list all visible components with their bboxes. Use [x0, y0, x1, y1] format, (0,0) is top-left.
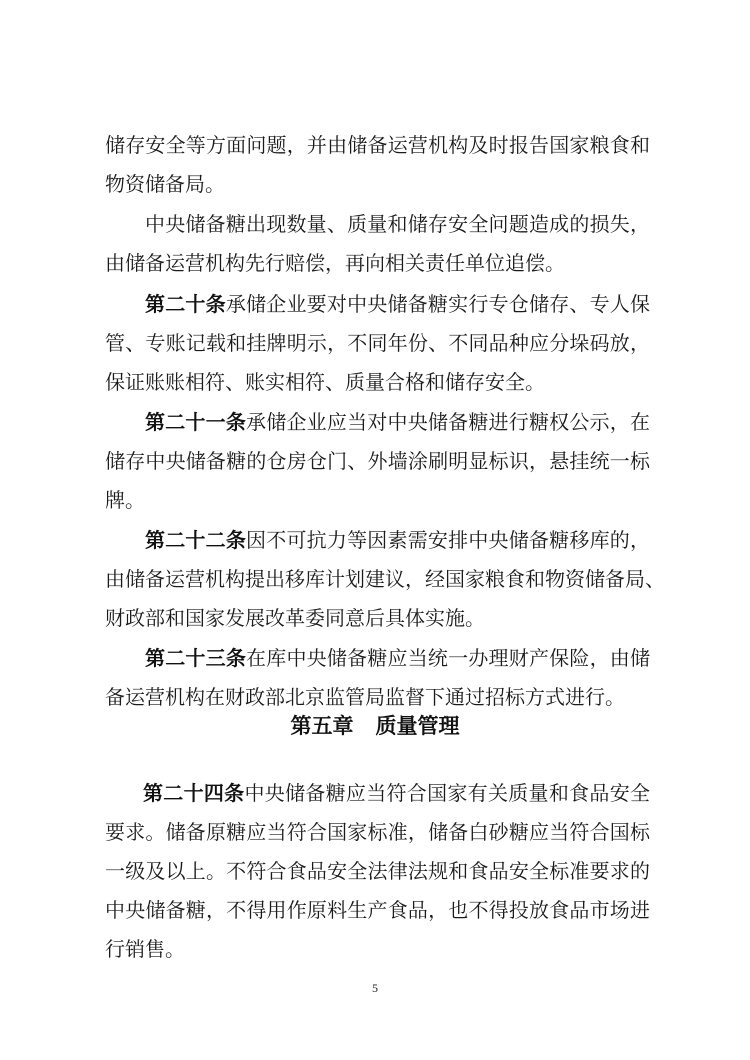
- article-number: 第二十三条: [145, 646, 247, 670]
- line-text: 中央储备糖，不得用作原料生产食品，也不得投放食品市场进: [105, 898, 650, 922]
- line-text: 中央储备糖应当符合国家有关质量和食品安全: [244, 781, 651, 805]
- body-text-line: [105, 929, 650, 969]
- line-text: 牌。: [105, 488, 145, 512]
- body-text-line: [105, 559, 665, 599]
- line-text: 保证账账相符、账实相符、质量合格和储存安全。: [105, 370, 545, 394]
- body-text-line: [105, 598, 650, 638]
- line-text: 由储备运营机构提出移库计划建议，经国家粮食和物资储备局、: [105, 567, 665, 591]
- body-text-line: [105, 164, 650, 204]
- body-text-line: [105, 480, 650, 520]
- article-21-first-line: [145, 402, 650, 442]
- article-number: 第二十一条: [145, 410, 247, 434]
- page-number: 5: [372, 981, 378, 995]
- article-number: 第二十二条: [145, 528, 247, 552]
- line-text: 管、专账记载和挂牌明示，不同年份、不同品种应分垛码放，: [105, 331, 650, 355]
- body-text-line: [105, 812, 650, 852]
- line-text: 承储企业应当对中央储备糖进行糖权公示，在: [246, 410, 651, 434]
- article-24-first-line: [143, 773, 650, 813]
- line-text: 储存安全等方面问题，并由储备运营机构及时报告国家粮食和: [105, 133, 650, 157]
- article-number: 第二十四条: [143, 781, 245, 805]
- body-text-line: [105, 125, 650, 165]
- line-text: 一级及以上。不符合食品安全法律法规和食品安全标准要求的: [105, 859, 650, 883]
- line-text: 储存中央储备糖的仓房仓门、外墙涂刷明显标识，悬挂统一标: [105, 449, 650, 473]
- body-text-line: [105, 362, 650, 402]
- article-22-first-line: [145, 520, 650, 560]
- body-text-line: [105, 243, 650, 283]
- chapter-heading: 第五章 质量管理: [290, 714, 460, 738]
- line-text: 要求。储备原糖应当符合国家标准，储备白砂糖应当符合国标: [105, 820, 650, 844]
- body-text-line: [105, 851, 650, 891]
- line-text: 物资储备局。: [105, 172, 225, 196]
- body-text-line: [105, 441, 650, 481]
- paragraph-first-line: [145, 204, 650, 244]
- line-text: 承储企业要对中央储备糖实行专仓储存、专人保: [225, 292, 651, 316]
- line-text: 财政部和国家发展改革委同意后具体实施。: [105, 606, 485, 630]
- line-text: 中央储备糖出现数量、质量和储存安全问题造成的损失，: [145, 212, 650, 236]
- line-text: 因不可抗力等因素需安排中央储备糖移库的，: [246, 528, 651, 552]
- article-23-first-line: [145, 638, 650, 678]
- line-text: 行销售。: [105, 937, 185, 961]
- body-text-line: [105, 323, 650, 363]
- article-number: 第二十条: [145, 292, 226, 316]
- line-text: 在库中央储备糖应当统一办理财产保险，由储: [246, 646, 651, 670]
- line-text: 备运营机构在财政部北京监管局监督下通过招标方式进行。: [105, 685, 625, 709]
- body-text-line: [105, 890, 650, 930]
- line-text: 由储备运营机构先行赔偿，再向相关责任单位追偿。: [105, 251, 565, 275]
- article-20-first-line: [145, 284, 650, 324]
